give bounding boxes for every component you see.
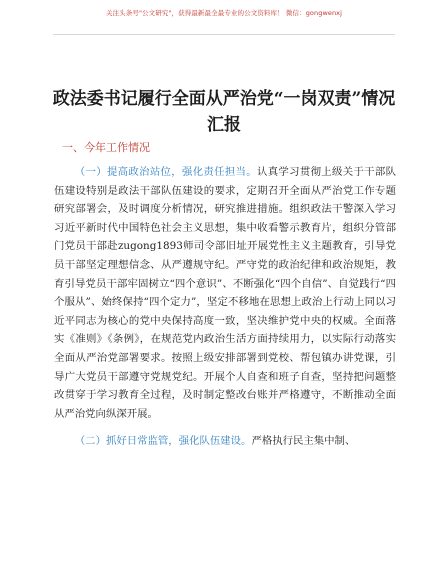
subheading-1: （一）提高政治站位，强化责任担当。 (74, 166, 257, 178)
paragraph-1 (54, 163, 396, 423)
title-line-1: 政法委书记履行全面从严治党“一岗双责”情况 (52, 89, 396, 109)
section-heading: 一、今年工作情况 (62, 141, 150, 154)
paragraph-1-text: 认真学习贯彻上级关于干部队伍建设特别是政法干部队伍建设的要求，定期召开全面从严治党工作专题研究部署会，及时调度分析情况，研究推进措施。组织政法干警深入学习习近平新时代中国特色社会主义思想，集中收看警示教育片，组织分管部门党员干部赴zugong1893师司令部旧址开展党性主义主题教育，引导党员干部坚定理想信念、从严遵规守纪。严守党的政治纪律和政治规矩，教育引导党员干部牢固树立“四个意识”、不断强化“四个自信”、自觉践行“四个服从”、始终保持“四个定力”，坚定不移地在思想上政治上行动上同以习近平同志为核心的党中央保持高度一致，坚决维护党中央的权威。全面落实《准则》《条例》，在规范党内政治生活方面持续用力，以实际行动落实全面从严治党部署要求。按照上级安排部署到党校、帮包镇办讲党课，引导广大党员干部遵守党规党纪。开展个人自查和班子自查，坚持把问题整改贯穿于学习教育全过程，及时制定整改台账并严格遵守，不断推动全面从严治党向纵深开展。 (54, 166, 397, 420)
document-title (50, 86, 398, 138)
top-banner: 关注头条号"公文研究"，获得最新最全最专业的公文资料库！ 微信：gongwenxj (105, 9, 343, 17)
paragraph-2 (54, 432, 396, 451)
banner-divider (53, 34, 395, 35)
paragraph-2-text: 严格执行民主集中制、 (251, 435, 356, 448)
document-body (54, 163, 396, 460)
subheading-2: （二）抓好日常监管，强化队伍建设。 (74, 435, 252, 448)
title-line-2: 汇报 (207, 115, 241, 135)
